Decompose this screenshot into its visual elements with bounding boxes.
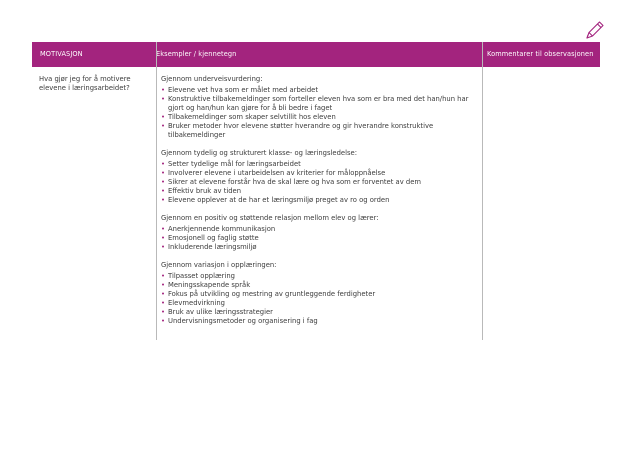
section-variasjon [161, 261, 479, 326]
section-title: Gjennom underveisvurdering: [161, 75, 263, 83]
list-item: • Elevmedvirkning [161, 299, 225, 307]
section-title: Gjennom variasjon i opplæringen: [161, 261, 277, 269]
list-item: • Undervisningsmetoder og organisering i fag [161, 317, 318, 325]
section-title: Gjennom en positiv og støttende relasjon mellom elev og lærer: [161, 214, 379, 222]
column-divider [482, 42, 483, 340]
examples-cell [161, 75, 479, 335]
table-header [32, 42, 600, 67]
column-divider [156, 42, 157, 340]
list-item: • Bruker metoder hvor elevene støtter hverandre og gir hverandre konstruktive tilbakemeldinger [161, 122, 434, 139]
list-item: • Inkluderende læringsmiljø [161, 243, 257, 251]
section-underveisvurdering [161, 75, 479, 140]
list-item: • Anerkjennende kommunikasjon [161, 225, 276, 233]
list-item: • Tilbakemeldinger som skaper selvtillit hos eleven [161, 113, 336, 121]
list-item: • Involverer elevene i utarbeidelsen av kriterier for måloppnåelse [161, 169, 386, 177]
list-item: • Effektiv bruk av tiden [161, 187, 242, 195]
list-item: • Bruk av ulike læringsstrategier [161, 308, 273, 316]
header-kommentarer: Kommentarer til observasjonen [487, 50, 594, 58]
list-item: • Meningsskapende språk [161, 281, 251, 289]
list-item: • Konstruktive tilbakemeldinger som forteller eleven hva som er bra med det han/hun har gjort og han/hun kan gjøre for å bli bedre i faget [161, 95, 469, 112]
section-title: Gjennom tydelig og strukturert klasse- og læringsledelse: [161, 149, 358, 157]
list-item: • Tilpasset opplæring [161, 272, 235, 280]
question-cell: Hva gjør jeg for å motivere elevene i læringsarbeidet? [39, 75, 131, 92]
list-item: • Setter tydelige mål for læringsarbeidet [161, 160, 301, 168]
pencil-icon [583, 20, 605, 42]
section-relasjon [161, 214, 479, 252]
list-item: • Fokus på utvikling og mestring av gruntleggende ferdigheter [161, 290, 376, 298]
header-eksempler: Eksempler / kjennetegn [156, 50, 237, 58]
list-item: • Elevene opplever at de har et læringsmiljø preget av ro og orden [161, 196, 390, 204]
list-item: • Elevene vet hva som er målet med arbeidet [161, 86, 318, 94]
header-motivasjon: MOTIVASJON [40, 50, 83, 58]
section-klasseledelse [161, 149, 479, 205]
list-item: • Sikrer at elevene forstår hva de skal lære og hva som er forventet av dem [161, 178, 422, 186]
list-item: • Emosjonell og faglig støtte [161, 234, 259, 242]
